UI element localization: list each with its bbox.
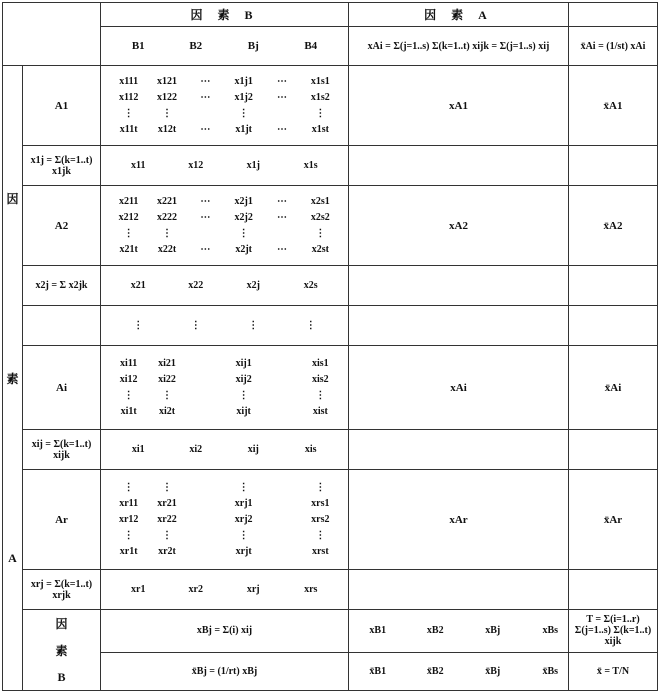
table-value: x121: [156, 76, 177, 87]
xa-mean-value: x̄A1: [569, 66, 658, 146]
table-value: xi12: [119, 374, 138, 385]
empty-cell: [23, 306, 101, 346]
table-value: [186, 546, 224, 557]
table-value: x2st: [311, 244, 329, 255]
xb-mean-row: [349, 652, 569, 690]
table-value: xr2: [188, 584, 203, 595]
b-labels-cell: [101, 27, 349, 66]
table-value: [186, 390, 224, 401]
table-value: x212: [118, 212, 139, 223]
empty-cell: [349, 266, 569, 306]
table-value: xr12: [118, 514, 139, 525]
table-value: xij2: [235, 374, 252, 385]
table-value: ⋮: [161, 228, 172, 239]
table-value: x1j2: [234, 92, 253, 103]
table-value: xB1: [369, 625, 387, 637]
group-label: Ai: [23, 346, 101, 430]
table-value: xi2: [189, 444, 203, 455]
table-value: ⋮: [161, 530, 172, 541]
table-value: [186, 228, 224, 239]
table-value: ⋮: [161, 482, 172, 493]
xa-mean-value: x̄Ai: [569, 346, 658, 430]
table-value: x1j1: [234, 76, 253, 87]
table-value: xr22: [157, 514, 177, 525]
side-char: 素: [55, 644, 68, 659]
empty-header: [569, 3, 658, 27]
table-value: [263, 374, 301, 385]
table-value: [186, 530, 224, 541]
table-value: xrjt: [235, 546, 252, 557]
sum-row: [101, 570, 349, 610]
table-value: xBs: [542, 625, 559, 637]
table-value: x̄Bj: [485, 665, 501, 677]
b-label: Bj: [247, 40, 259, 52]
table-value: x2jt: [235, 244, 252, 255]
table-value: ⋮: [123, 228, 134, 239]
group-obs: [101, 346, 349, 430]
table-value: xrj2: [234, 514, 253, 525]
factor-b-header: 因 素 B: [101, 3, 349, 27]
xa-mean-formula: x̄Ai = (1/st) xAi: [569, 27, 658, 66]
xa-value: xAi: [349, 346, 569, 430]
table-value: [263, 498, 301, 509]
empty-cell: [569, 430, 658, 470]
table-value: xi2t: [158, 406, 176, 417]
table-value: ⋯: [276, 92, 287, 103]
table-value: x12: [188, 160, 204, 171]
table-value: ⋮: [161, 108, 172, 119]
table-value: xi22: [158, 374, 176, 385]
factor-a-side-label: [3, 66, 23, 691]
empty-cell: [569, 146, 658, 186]
b-labels: [110, 40, 340, 52]
table-value: [263, 482, 301, 493]
sum-label: x2j = Σ x2jk: [23, 266, 101, 306]
corner-cell: [3, 3, 101, 66]
table-value: xis2: [311, 374, 329, 385]
xa-mean-value: x̄A2: [569, 186, 658, 266]
table-value: ⋮: [123, 390, 134, 401]
table-value: x1st: [311, 124, 329, 135]
table-value: xrs: [304, 584, 318, 595]
empty-cell: [349, 306, 569, 346]
b-label: B4: [304, 40, 318, 52]
table-value: [263, 530, 301, 541]
table-value: xi1: [131, 444, 145, 455]
table-value: ⋯: [276, 212, 287, 223]
table-value: xi11: [120, 358, 138, 369]
anova-data-table: [2, 2, 658, 691]
group-obs: [101, 470, 349, 570]
factor-a-header: 因 素 A: [349, 3, 569, 27]
group-label: A2: [23, 186, 101, 266]
table-value: xis1: [311, 358, 329, 369]
sum-label: x1j = Σ(k=1..t) x1jk: [23, 146, 101, 186]
table-value: ⋯: [276, 244, 287, 255]
table-value: xB2: [426, 625, 444, 637]
group-label: A1: [23, 66, 101, 146]
table-value: [186, 108, 224, 119]
table-value: x̄Bs: [542, 665, 559, 677]
table-value: x12t: [157, 124, 177, 135]
table-value: x2s: [303, 280, 318, 291]
sum-row: [101, 146, 349, 186]
table-value: [263, 546, 301, 557]
sum-label: xrj = Σ(k=1..t) xrjk: [23, 570, 101, 610]
xa-formula: xAi = Σ(j=1..s) Σ(k=1..t) xijk = Σ(j=1..s) xij: [349, 27, 569, 66]
table-value: xrs2: [311, 514, 330, 525]
table-value: x1jt: [235, 124, 252, 135]
table-value: ⋮: [161, 390, 172, 401]
table-value: xrj: [246, 584, 260, 595]
table-value: ⋮: [190, 320, 201, 331]
table-value: x111: [119, 76, 139, 87]
table-value: x2j2: [234, 212, 253, 223]
table-value: ⋮: [315, 108, 326, 119]
table-value: ⋮: [238, 482, 249, 493]
table-value: ⋯: [200, 124, 211, 135]
empty-cell: [569, 570, 658, 610]
table-value: [263, 390, 301, 401]
table-value: [263, 108, 301, 119]
table-value: xi21: [158, 358, 176, 369]
table-value: ⋯: [200, 212, 211, 223]
table-value: ⋮: [123, 482, 134, 493]
b-label: B2: [189, 40, 203, 52]
table-value: x1s1: [310, 76, 330, 87]
table-value: xr1t: [119, 546, 138, 557]
table-value: xis: [304, 444, 317, 455]
table-value: xrs1: [311, 498, 330, 509]
table-value: ⋯: [276, 196, 287, 207]
table-value: xr11: [119, 498, 139, 509]
xa-value: xAr: [349, 470, 569, 570]
sum-row: [101, 266, 349, 306]
empty-cell: [569, 266, 658, 306]
table-value: x21t: [119, 244, 138, 255]
sum-label: xij = Σ(k=1..t) xijk: [23, 430, 101, 470]
side-char: A: [8, 551, 17, 566]
table-value: ⋮: [123, 108, 134, 119]
xb-label: xBj = Σ(i) xij: [101, 610, 349, 653]
table-value: ⋮: [315, 390, 326, 401]
side-char: 素: [6, 372, 19, 387]
table-value: x222: [156, 212, 177, 223]
table-value: xr1: [131, 584, 146, 595]
table-value: x22t: [157, 244, 177, 255]
table-value: [186, 482, 224, 493]
empty-cell: [349, 146, 569, 186]
table-value: xr2t: [158, 546, 176, 557]
table-value: x̄B2: [426, 665, 444, 677]
table-value: x̄B1: [369, 665, 387, 677]
table-value: [186, 406, 224, 417]
factor-b-side-label: [23, 610, 101, 691]
side-char: B: [57, 669, 66, 684]
table-value: ⋮: [238, 228, 249, 239]
empty-cell: [349, 430, 569, 470]
table-value: ⋯: [200, 196, 211, 207]
table-value: ⋮: [238, 390, 249, 401]
table-value: [186, 514, 224, 525]
table-value: xist: [312, 406, 328, 417]
table-value: xr21: [157, 498, 177, 509]
table-value: ⋮: [248, 320, 259, 331]
table-value: ⋮: [315, 228, 326, 239]
table-value: ⋮: [315, 482, 326, 493]
table-value: x122: [156, 92, 177, 103]
table-value: x211: [118, 196, 139, 207]
xa-value: xA2: [349, 186, 569, 266]
table-value: x1s: [303, 160, 318, 171]
grand-mean: x̄ = T/N: [569, 652, 658, 690]
table-value: x1s2: [310, 92, 330, 103]
table-value: [263, 514, 301, 525]
table-value: xi1t: [120, 406, 137, 417]
table-value: ⋯: [276, 76, 287, 87]
table-value: x21: [130, 280, 146, 291]
group-obs: [101, 66, 349, 146]
empty-cell: [569, 306, 658, 346]
table-value: x2j1: [234, 196, 253, 207]
empty-cell: [349, 570, 569, 610]
ellipsis-row: [101, 306, 349, 346]
grand-total: T = Σ(i=1..r) Σ(j=1..s) Σ(k=1..t) xijk: [569, 610, 658, 653]
group-obs: [101, 186, 349, 266]
table-value: x22: [188, 280, 204, 291]
table-value: ⋯: [200, 244, 211, 255]
xa-value: xA1: [349, 66, 569, 146]
table-value: x2j: [246, 280, 260, 291]
table-value: x1j: [246, 160, 260, 171]
table-value: [186, 374, 224, 385]
table-value: ⋮: [305, 320, 316, 331]
table-value: [186, 498, 224, 509]
table-value: ⋮: [123, 530, 134, 541]
table-value: xijt: [236, 406, 251, 417]
table-value: x2s1: [310, 196, 330, 207]
table-value: [263, 358, 301, 369]
table-value: xij: [247, 444, 259, 455]
table-value: xrst: [311, 546, 329, 557]
xa-mean-value: x̄Ar: [569, 470, 658, 570]
table-value: xij1: [235, 358, 252, 369]
table-value: [263, 228, 301, 239]
table-value: [263, 406, 301, 417]
table-value: xrj1: [234, 498, 253, 509]
sum-row: [101, 430, 349, 470]
table-value: x221: [156, 196, 177, 207]
table-value: ⋯: [276, 124, 287, 135]
table-value: [186, 358, 224, 369]
side-char: 因: [55, 617, 68, 632]
table-value: x11t: [119, 124, 138, 135]
table-value: ⋮: [133, 320, 144, 331]
group-label: Ar: [23, 470, 101, 570]
table-value: ⋯: [200, 92, 211, 103]
xb-row: [349, 610, 569, 653]
table-value: x2s2: [310, 212, 330, 223]
table-value: xBj: [485, 625, 501, 637]
table-value: ⋮: [238, 530, 249, 541]
side-char: 因: [6, 191, 19, 206]
table-value: x11: [131, 160, 146, 171]
table-value: x112: [118, 92, 139, 103]
table-value: ⋯: [200, 76, 211, 87]
b-label: B1: [131, 40, 145, 52]
table-value: ⋮: [238, 108, 249, 119]
xb-mean-label: x̄Bj = (1/rt) xBj: [101, 652, 349, 690]
table-value: ⋮: [315, 530, 326, 541]
